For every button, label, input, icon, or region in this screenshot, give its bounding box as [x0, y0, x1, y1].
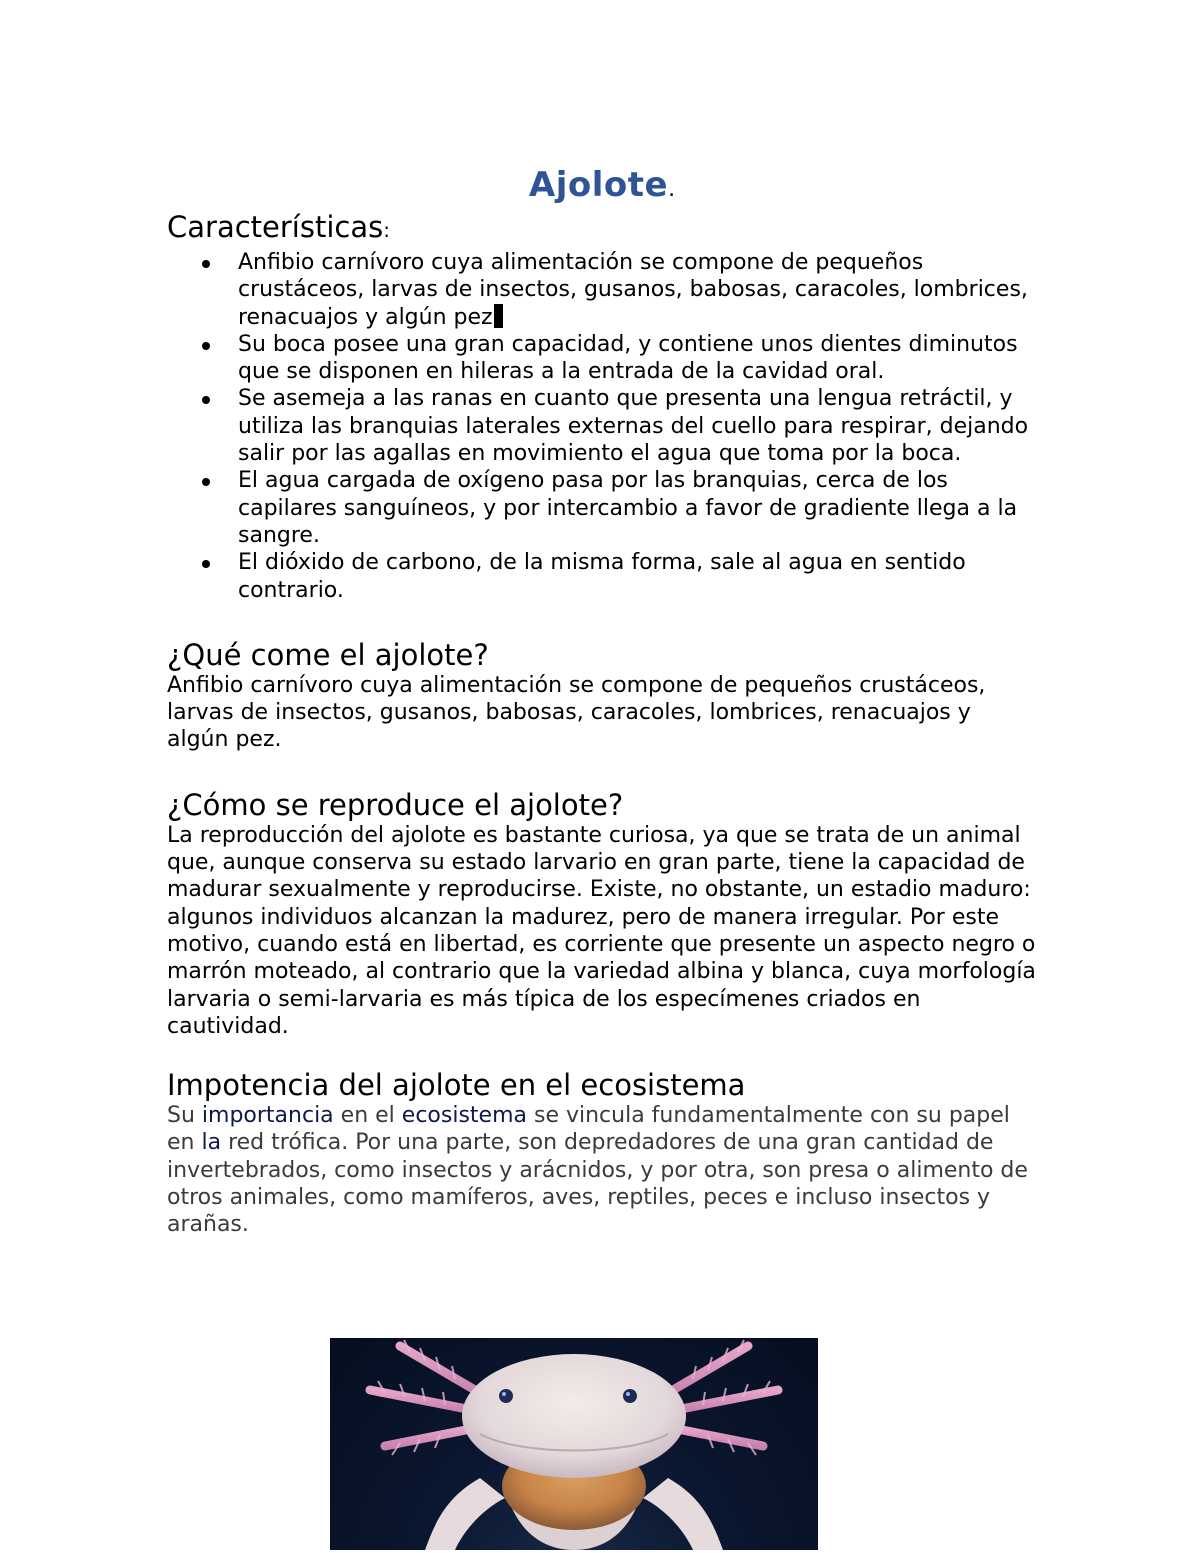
- ecosystem-text-part: se vincula fundamentalmente con su papel en: [167, 1103, 1010, 1156]
- ecosystem-paragraph: [167, 1102, 1037, 1238]
- diet-heading: ¿Qué come el ajolote?: [167, 637, 489, 672]
- document-title: Ajolote: [528, 165, 669, 205]
- head: [462, 1354, 686, 1478]
- list-item: [167, 467, 1037, 549]
- ecosystem-heading: Impotencia del ajolote en el ecosistema: [167, 1068, 746, 1103]
- ecosystem-text-part: en el: [333, 1103, 402, 1129]
- characteristics-heading-colon: :: [383, 218, 390, 242]
- list-item-text: Su boca posee una gran capacidad, y contiene unos dientes diminutos que se disponen en hileras a la entrada de la cavidad oral.: [238, 331, 1018, 385]
- list-item: [167, 549, 1037, 604]
- document-title-line: [167, 160, 1037, 210]
- document-body: [167, 160, 1037, 1239]
- spacer: [167, 1040, 1037, 1068]
- bullet-icon: [202, 560, 210, 568]
- characteristics-list: [167, 249, 1037, 604]
- list-item: [167, 385, 1037, 467]
- list-item-text: Anfibio carnívoro cuya alimentación se compone de pequeños crustáceos, larvas de insectos, gusanos, babosas, caracoles, lombrices, renacuajos y algún pez: [238, 250, 1028, 330]
- ecosystem-text-part: red trófica. Por una parte, son depredadores de una gran cantidad de invertebrados, como insectos y arácnidos, y por otra, son presa o alimento de otros animales, como mamíferos, aves, reptiles, peces e incluso insectos y arañas.: [167, 1130, 1028, 1238]
- characteristics-heading: [167, 210, 1037, 247]
- bullet-icon: [202, 342, 210, 350]
- bullet-icon: [202, 396, 210, 404]
- document-title-suffix: .: [668, 177, 676, 202]
- spacer: [167, 604, 1037, 638]
- bullet-icon: [202, 260, 210, 268]
- reproduction-paragraph: La reproducción del ajolote es bastante curiosa, ya que se trata de un animal que, aunque conserva su estado larvario en gran parte, tiene la capacidad de madurar sexualmente y reproducirse. Existe, no obstante, un estadio maduro: algunos individuos alcanzan la madurez, pero de manera irregular. Por este motivo, cuando está en libertad, es corriente que presente un aspecto negro o marrón moteado, al contrario que la variedad albina y blanca, cuya morfología larvaria o semi-larvaria es más típica de los especímenes criados en cautividad.: [167, 822, 1036, 1039]
- list-item-text: Se asemeja a las ranas en cuanto que presenta una lengua retráctil, y utiliza las branquias laterales externas del cuello para respirar, dejando salir por las agallas en movimiento el agua que toma por la boca.: [238, 386, 1029, 467]
- list-item: [167, 331, 1037, 386]
- ecosystem-text-part: Su: [167, 1103, 202, 1129]
- list-item-text: El dióxido de carbono, de la misma forma, sale al agua en sentido contrario.: [238, 550, 966, 603]
- characteristics-heading-text: Características: [167, 210, 384, 244]
- axolotl-photo: [330, 1338, 818, 1550]
- front-leg-right: [643, 1478, 723, 1550]
- spacer: [167, 754, 1037, 788]
- text-cursor-icon: [494, 304, 503, 328]
- ecosistema-link[interactable]: ecosistema: [401, 1103, 527, 1129]
- importancia-link[interactable]: importancia: [201, 1103, 334, 1129]
- bullet-icon: [202, 478, 210, 486]
- diet-paragraph: Anfibio carnívoro cuya alimentación se compone de pequeños crustáceos, larvas de insectos, gusanos, babosas, caracoles, lombrices, renacuajos y algún pez.: [167, 672, 986, 753]
- eye-left-icon: [499, 1389, 513, 1403]
- eye-right-icon: [623, 1389, 637, 1403]
- list-item-text: El agua cargada de oxígeno pasa por las branquias, cerca de los capilares sanguíneos, y por intercambio a favor de gradiente llega a la sangre.: [238, 468, 1018, 548]
- axolotl-illustration: [330, 1338, 818, 1550]
- la-link[interactable]: la: [201, 1130, 222, 1156]
- reproduction-heading: ¿Cómo se reproduce el ajolote?: [167, 787, 624, 822]
- front-leg-left: [425, 1478, 505, 1550]
- list-item: [167, 249, 1037, 331]
